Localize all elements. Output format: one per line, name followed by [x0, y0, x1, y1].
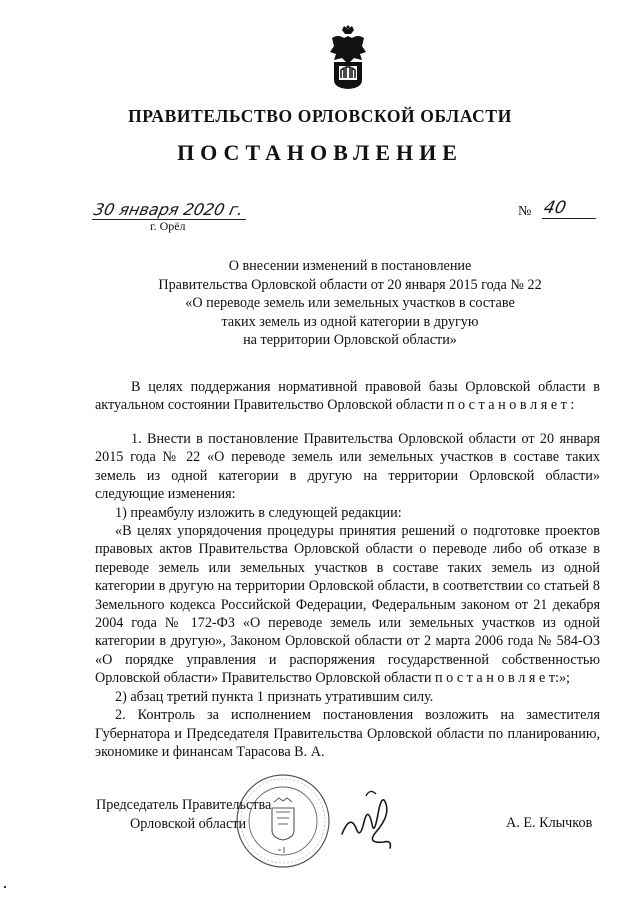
signatory-title-line: Председатель Правительства — [96, 797, 272, 813]
subject-line: Правительства Орловской области от 20 января 2015 года № 22 — [158, 276, 542, 293]
subject-line: таких земель из одной категории в другую — [221, 313, 479, 330]
coat-of-arms-icon — [326, 24, 370, 90]
subject-line: «О переводе земель или земельных участков в составе — [185, 295, 515, 312]
document-number: 40 — [542, 198, 600, 219]
preamble-text: В целях поддержания нормативной правовой базы Орловской области в актуальном состоянии Правительство Орловской области п о с т а н о в л я е т : — [95, 379, 600, 414]
preamble-paragraph — [95, 378, 600, 415]
document-date: 30 января 2020 г. — [92, 200, 250, 220]
subitem-2: 2) абзац третий пункта 1 признать утратившим силу. — [115, 688, 434, 705]
document-city: г. Орёл — [150, 219, 186, 233]
organization-title: ПРАВИТЕЛЬСТВО ОРЛОВСКОЙ ОБЛАСТИ — [128, 106, 512, 126]
signatory-title — [96, 796, 271, 834]
document-type: ПОСТАНОВЛЕНИЕ — [177, 140, 463, 165]
number-label: № — [518, 204, 532, 219]
subject-line: О внесении изменений в постановление — [228, 258, 472, 274]
subject-line: на территории Орловской области» — [243, 332, 457, 349]
item-1: 1. Внести в постановление Правительства Орловской области от 20 января 2015 года № 22 «О переводе земель или земельных участков в составе таких земель из одной категории в другую на территории Орловской области» следующие изменения: — [95, 431, 600, 503]
quoted-preamble: «В целях упорядочения процедуры принятия решений о подготовке проектов правовых актов Правительства Орловской области о переводе либо об отказе в переводе земель или земельных участков в составе таких земель из одной категории в другую на территории Орловской области, в соответствии со статьей 8 Земельного кодекса Российской Федерации, Федеральным законом от 21 декабря 2004 года № 172-ФЗ «О переводе земель или земельных участков из одной категории в другую», Законом Орловской области от 2 марта 2006 года № 584-ОЗ «О порядке управления и распоряжения государственной собственностью Орловской области» Правительство Орловской области п о с т а н о в л я е т:»; — [95, 523, 600, 687]
scan-speck — [4, 886, 6, 888]
document-subject — [96, 257, 604, 350]
signatory-title-line: Орловской области — [130, 816, 247, 832]
subitem-1: 1) преамбулу изложить в следующей редакции: — [115, 504, 402, 521]
document-body — [95, 430, 600, 761]
signatory-name: А. Е. Клычков — [506, 815, 593, 831]
item-2: 2. Контроль за исполнением постановления возложить на заместителя Губернатора и Председателя Правительства Орловской области по планированию, экономике и финансам Тарасова В. А. — [95, 707, 600, 760]
handwritten-signature — [336, 784, 396, 854]
